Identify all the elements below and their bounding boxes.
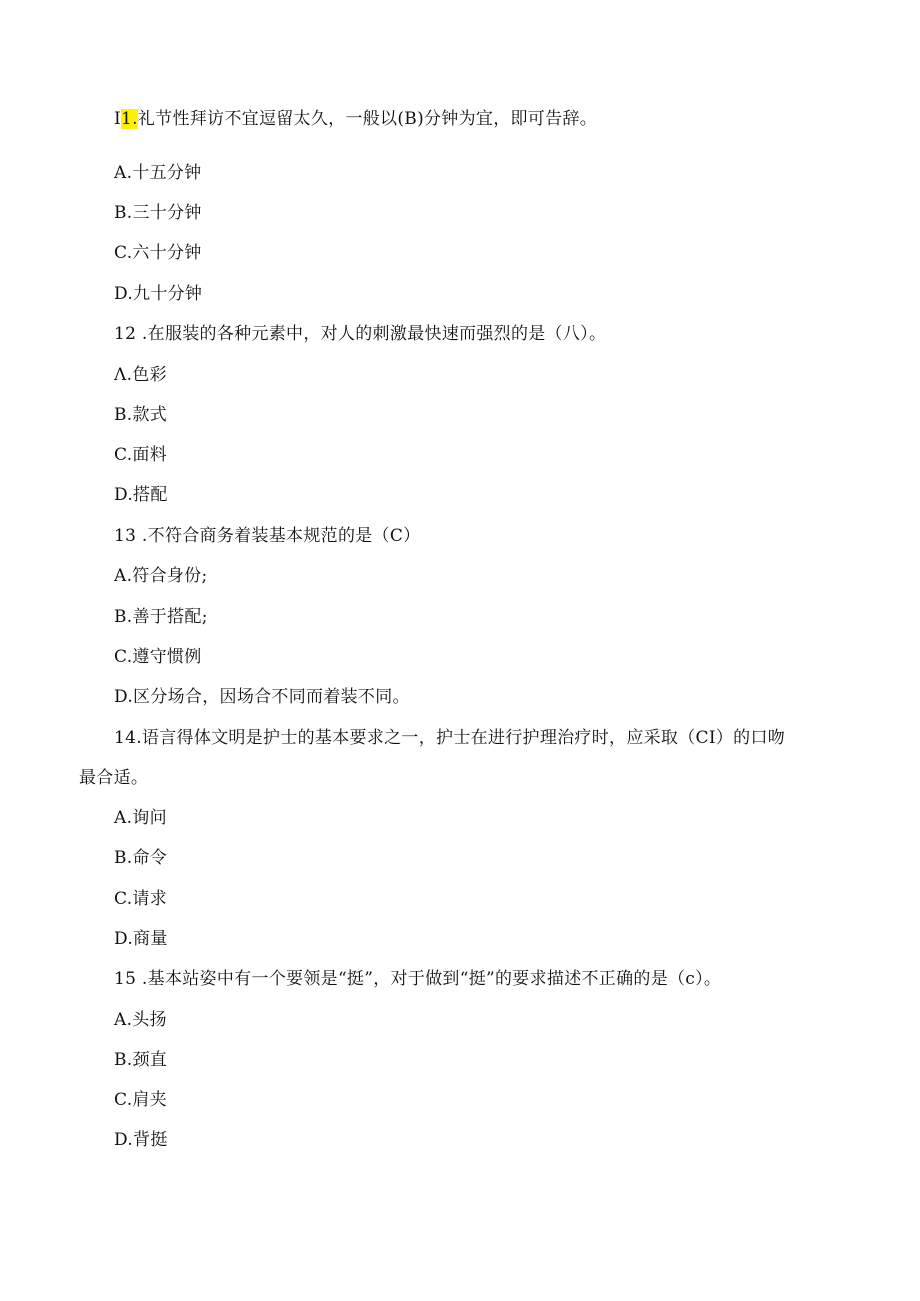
question-12-option-b: B.款式 [114,405,168,425]
question-14-option-b: B.命令 [114,848,168,868]
question-14: 14.语言得体文明是护士的基本要求之一，护士在进行护理治疗时，应采取（CI）的口吻 [114,728,786,748]
question-13-option-c: C.遵守惯例 [114,647,202,667]
question-15-option-d: D.背挺 [114,1130,168,1150]
question-13-option-d: D.区分场合，因场合不同而着装不同。 [114,687,410,707]
question-11-option-a: A.十五分钟 [114,163,202,183]
question-15: 15 .基本站姿中有一个要领是“挺”，对于做到“挺”的要求描述不正确的是（c）。 [114,969,722,989]
question-14-option-c: C.请求 [114,889,168,909]
question-13: 13 .不符合商务着装基本规范的是（C） [114,526,421,546]
question-15-option-c: C.肩夹 [114,1090,168,1110]
question-11-text: 礼节性拜访不宜逗留太久，一般以(B)分钟为宜，即可告辞。 [137,109,597,129]
question-14-continuation: 最合适。 [79,768,149,788]
question-14-option-a: A.询问 [114,808,167,828]
question-11-prefix: I [114,109,122,129]
question-12: 12 .在服装的各种元素中，对人的刺激最快速而强烈的是（八）。 [114,324,607,344]
question-11-option-d: D.九十分钟 [114,284,203,304]
question-13-option-b: B.善于搭配; [114,607,208,627]
question-11 [114,108,597,130]
question-12-option-d: D.搭配 [114,485,168,505]
question-15-option-a: A.头扬 [114,1010,167,1030]
question-11-option-b: B.三十分钟 [114,203,202,223]
question-13-option-a: A.符合身份; [114,566,208,586]
question-11-option-c: C.六十分钟 [114,243,202,263]
question-11-number-highlight: 1. [121,109,138,129]
question-12-option-a: Λ.色彩 [114,365,167,385]
question-14-option-d: D.商量 [114,929,168,949]
question-15-option-b: B.颈直 [114,1050,168,1070]
question-12-option-c: C.面料 [114,445,168,465]
